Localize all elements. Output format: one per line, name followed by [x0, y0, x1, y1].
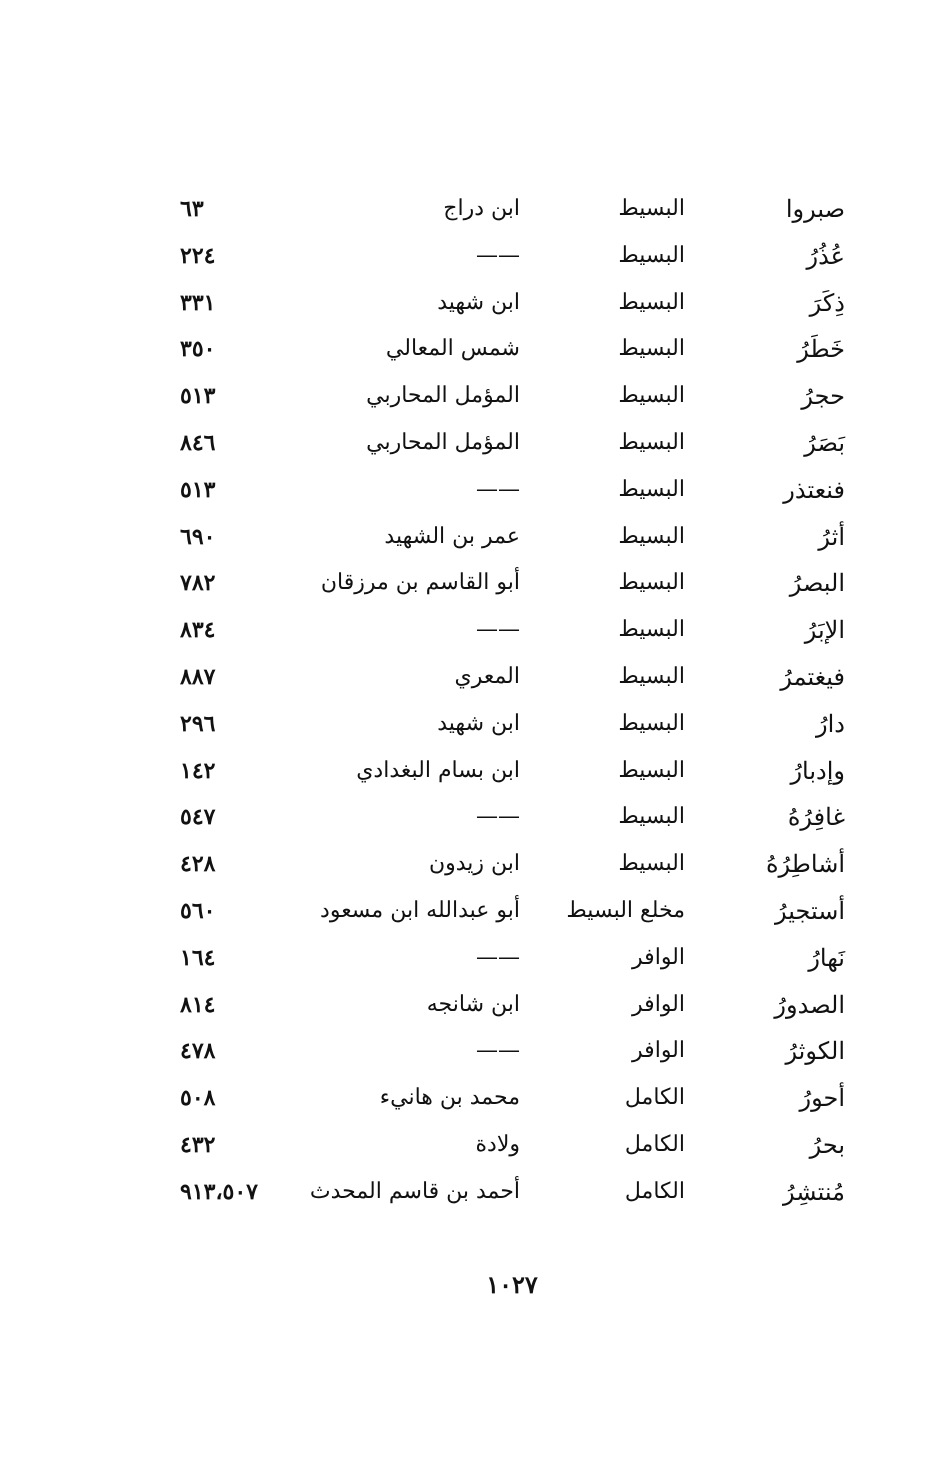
- page-ref-cell: ٣٣١: [180, 289, 216, 316]
- meter-cell: الوافر: [632, 991, 685, 1017]
- page-ref-cell: ٧٨٢: [180, 570, 216, 597]
- poet-cell: ——: [476, 242, 520, 268]
- page-ref-cell: ٥١٣: [180, 476, 216, 503]
- table-row: [180, 1075, 845, 1122]
- meter-cell: البسيط: [618, 851, 685, 877]
- table-row: [180, 794, 845, 841]
- rhyme-cell: أستجيرُ: [775, 896, 845, 925]
- rhyme-cell: ذِكَرَ: [809, 288, 845, 317]
- table-row: [180, 514, 845, 561]
- rhyme-cell: صبروا: [785, 195, 845, 223]
- table-row: [180, 373, 845, 420]
- page-ref-cell: ١٤٢: [180, 757, 216, 784]
- meter-cell: البسيط: [618, 289, 685, 315]
- page-ref-cell: ٥٤٧: [180, 804, 216, 831]
- poet-cell: ابن شهيد: [437, 710, 520, 736]
- table-row: [180, 1122, 845, 1169]
- rhyme-cell: الإبَرُ: [804, 616, 845, 645]
- rhyme-cell: فيغتمرُ: [780, 662, 845, 691]
- poet-cell: ابن بسام البغدادي: [356, 757, 520, 783]
- page-ref-cell: ٦٩٠: [180, 523, 216, 550]
- meter-cell: البسيط: [618, 242, 685, 268]
- table-row: [180, 560, 845, 607]
- meter-cell: البسيط: [618, 710, 685, 736]
- rhyme-cell: الكوثرُ: [785, 1037, 845, 1066]
- meter-cell: البسيط: [618, 523, 685, 549]
- poet-cell: المؤمل المحاربي: [366, 429, 520, 455]
- poet-cell: ——: [476, 617, 520, 643]
- page-ref-cell: ٨٣٤: [180, 617, 216, 644]
- poet-cell: ابن شانجه: [426, 991, 520, 1017]
- meter-cell: الوافر: [632, 944, 685, 970]
- meter-cell: البسيط: [618, 196, 685, 221]
- meter-cell: البسيط: [618, 663, 685, 689]
- poet-cell: محمد بن هانيء: [379, 1085, 520, 1111]
- page-ref-cell: ٨١٤: [180, 991, 216, 1018]
- rhyme-cell: أشاطِرُهُ: [765, 850, 845, 879]
- poet-cell: شمس المعالي: [385, 336, 520, 362]
- poet-cell: أبو القاسم بن مرزقان: [320, 570, 520, 596]
- rhyme-cell: غافِرُهُ: [787, 803, 845, 832]
- table-row: [180, 1028, 845, 1075]
- page-ref-cell: ٥١٣: [180, 383, 216, 410]
- table-row: [180, 654, 845, 701]
- page-ref-cell: ٥٦٠: [180, 897, 216, 924]
- meter-cell: البسيط: [618, 804, 685, 830]
- page-ref-cell: ٦٣: [180, 196, 204, 222]
- poet-cell: ابن دراج: [443, 196, 520, 221]
- poet-cell: ولادة: [475, 1131, 520, 1157]
- poet-cell: ——: [476, 1038, 520, 1064]
- poet-cell: ——: [476, 476, 520, 502]
- page-ref-cell: ٥٠٨: [180, 1085, 216, 1112]
- table-row: [180, 888, 845, 935]
- rhyme-cell: أحورُ: [799, 1084, 845, 1113]
- poet-cell: ——: [476, 804, 520, 830]
- rhyme-cell: دارُ: [816, 709, 845, 738]
- page-ref-cell: ٤٢٨: [180, 851, 216, 878]
- page-number: ١٠٢٧: [486, 1270, 538, 1299]
- poet-cell: ابن شهيد: [437, 289, 520, 315]
- page-ref-cell: ٤٣٢: [180, 1131, 216, 1158]
- meter-cell: البسيط: [618, 617, 685, 643]
- rhyme-cell: بحرُ: [809, 1130, 845, 1159]
- page-ref-cell: ٣٥٠: [180, 336, 216, 363]
- poet-cell: ابن زيدون: [428, 851, 520, 877]
- meter-cell: البسيط: [618, 429, 685, 455]
- table-row: [180, 982, 845, 1029]
- meter-cell: الكامل: [624, 1085, 685, 1111]
- table-row: [180, 233, 845, 280]
- page-ref-cell: ٢٢٤: [180, 242, 216, 269]
- page-ref-cell: ٨٨٧: [180, 663, 216, 690]
- table-row: [180, 607, 845, 654]
- rhyme-cell: فنعتذر: [783, 475, 845, 504]
- rhyme-cell: بَصَرُ: [804, 428, 845, 457]
- table-row: [180, 326, 845, 373]
- table-row: [180, 935, 845, 982]
- meter-cell: مخلع البسيط: [566, 897, 685, 923]
- poet-cell: المؤمل المحاربي: [366, 383, 520, 409]
- table-row: [180, 701, 845, 748]
- page-ref-cell: ٢٩٦: [180, 710, 216, 737]
- meter-cell: الوافر: [632, 1038, 685, 1064]
- table-row: [180, 1169, 845, 1216]
- poet-cell: ——: [476, 944, 520, 970]
- page-ref-cell: ١٦٤: [180, 944, 216, 971]
- meter-cell: الكامل: [624, 1178, 685, 1204]
- rhyme-cell: خَطَرُ: [797, 335, 845, 364]
- table-row: [180, 467, 845, 514]
- meter-cell: البسيط: [618, 476, 685, 502]
- meter-cell: البسيط: [618, 757, 685, 783]
- table-row: [180, 186, 845, 233]
- table-row: [180, 420, 845, 467]
- meter-cell: البسيط: [618, 570, 685, 596]
- table-row: [180, 748, 845, 795]
- rhyme-cell: وإدبارُ: [790, 756, 845, 785]
- rhyme-cell: حجرُ: [801, 382, 845, 411]
- poet-cell: عمر بن الشهيد: [384, 523, 520, 549]
- poet-cell: المعري: [454, 663, 520, 689]
- rhyme-cell: الصدورُ: [774, 990, 845, 1019]
- rhyme-cell: مُنتشِرُ: [783, 1177, 845, 1206]
- page-ref-cell: ٩١٣،٥٠٧: [180, 1178, 258, 1205]
- meter-cell: البسيط: [618, 383, 685, 409]
- rhyme-cell: البصرُ: [789, 569, 845, 598]
- meter-cell: الكامل: [624, 1131, 685, 1157]
- page-ref-cell: ٤٧٨: [180, 1038, 216, 1065]
- table-row: [180, 280, 845, 327]
- rhyme-cell: عُذُرُ: [806, 241, 845, 270]
- rhyme-cell: أثرُ: [818, 522, 845, 551]
- poet-cell: أبو عبدالله ابن مسعود: [320, 897, 520, 923]
- rhyme-cell: نَهارُ: [808, 943, 845, 972]
- page-ref-cell: ٨٤٦: [180, 429, 216, 456]
- poet-cell: أحمد بن قاسم المحدث: [309, 1178, 520, 1204]
- table-row: [180, 841, 845, 888]
- rhyme-index-table: [180, 186, 845, 1216]
- meter-cell: البسيط: [618, 336, 685, 362]
